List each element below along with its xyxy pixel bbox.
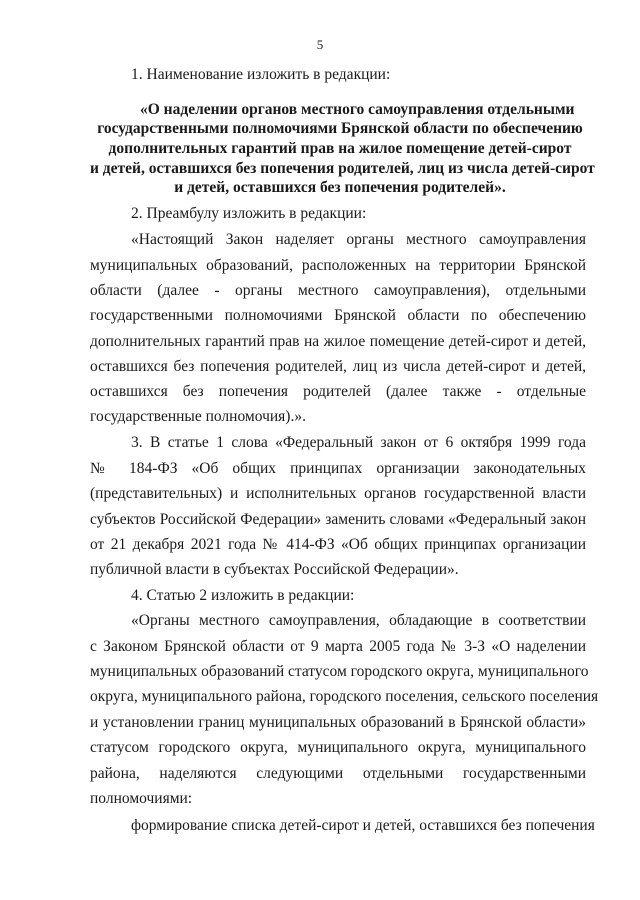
title-line-4: и детей, оставшихся без попечения родителей, лиц из числа детей-сирот: [90, 160, 595, 177]
preamble-line-2: муниципальных образований, расположенных на территории Брянской: [90, 257, 586, 274]
article-2-line-6: статусом городского округа, муниципального округа, муниципального: [90, 739, 586, 756]
preamble-line-4: государственными полномочиями Брянской области по обеспечению: [90, 307, 586, 324]
title-line-5: и детей, оставшихся без попечения родителей».: [174, 179, 506, 196]
title-line-1: «О наделении органов местного самоуправления отдельными: [140, 101, 575, 118]
article-2-line-8: полномочиями:: [90, 790, 193, 807]
article-2-line-2: с Законом Брянской области от 9 марта 2005 года № 3-З «О наделении: [90, 638, 586, 655]
item-3-line-1: 3. В статье 1 слова «Федеральный закон от 6 октября 1999 года: [131, 434, 586, 451]
preamble-line-3: области (далее - органы местного самоуправления), отдельными: [90, 282, 586, 299]
item-3-line-3: (представительных) и исполнительных органов государственной власти: [90, 485, 586, 502]
title-line-2: государственными полномочиями Брянской области по обеспечению: [97, 120, 583, 137]
item-1-label: 1. Наименование изложить в редакции:: [131, 66, 391, 83]
article-2-line-1: «Органы местного самоуправления, обладающие в соответствии: [131, 612, 586, 629]
preamble-line-1: «Настоящий Закон наделяет органы местного самоуправления: [131, 231, 586, 248]
article-2-line-3: муниципальных образований статусом городского округа, муниципального: [90, 663, 589, 680]
item-4-label: 4. Статью 2 изложить в редакции:: [131, 587, 355, 604]
item-2-label: 2. Преамбулу изложить в редакции:: [131, 205, 367, 222]
article-2-line-9: формирование списка детей-сирот и детей, оставшихся без попечения: [131, 817, 595, 834]
item-3-line-6: публичной власти в субъектах Российской Федерации».: [90, 561, 459, 578]
item-3-line-2: № 184-ФЗ «Об общих принципах организации законодательных: [90, 460, 586, 477]
title-line-3: дополнительных гарантий прав на жилое помещение детей-сирот: [108, 140, 572, 157]
preamble-line-6: оставшихся без попечения родителей, лиц из числа детей-сирот и детей,: [90, 358, 586, 375]
preamble-line-7: оставшихся без попечения родителей (далее также - отдельные: [90, 383, 586, 400]
article-2-line-5: и установлении границ муниципальных образований в Брянской области»: [90, 714, 586, 731]
item-3-line-4: субъектов Российской Федерации» заменить словами «Федеральный закон: [90, 511, 586, 528]
page-number: 5: [316, 37, 324, 52]
preamble-line-5: дополнительных гарантий прав на жилое помещение детей-сирот и детей,: [90, 333, 586, 350]
article-2-line-4: округа, муниципального района, городского поселения, сельского поселения: [90, 688, 599, 705]
item-3-line-5: от 21 декабря 2021 года № 414-ФЗ «Об общих принципах организации: [90, 536, 586, 553]
article-2-line-7: района, наделяются следующими отдельными государственными: [90, 765, 586, 782]
preamble-line-8: государственные полномочия).».: [90, 408, 306, 425]
